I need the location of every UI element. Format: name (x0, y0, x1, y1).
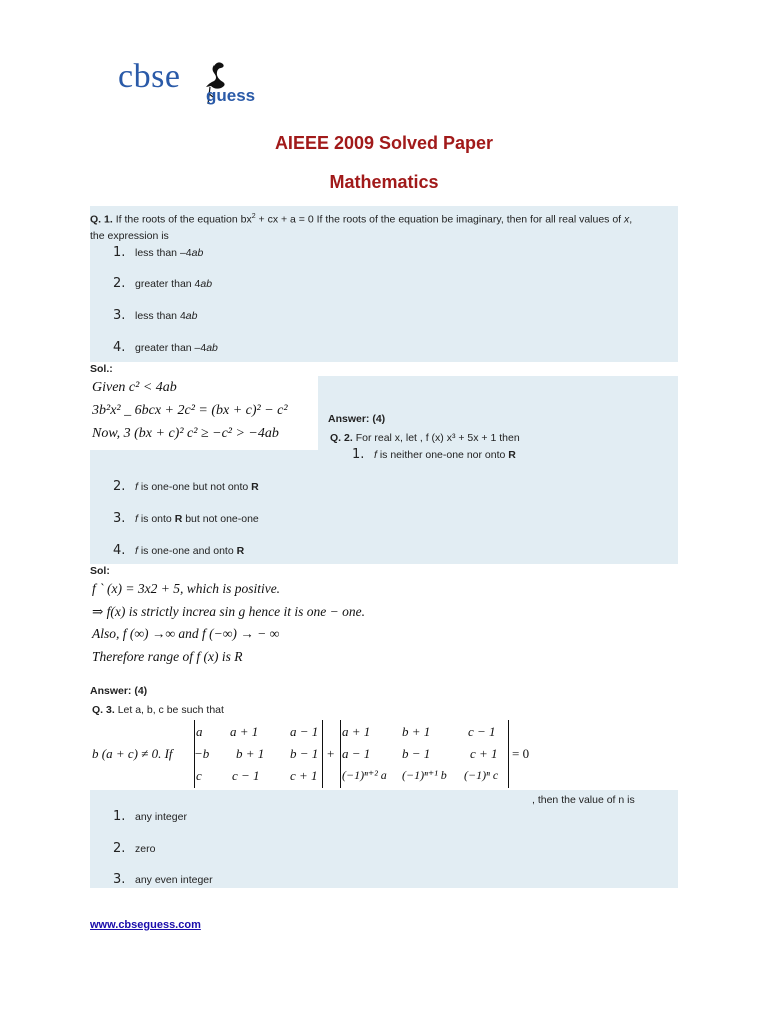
logo-word-cbse: cbse (118, 58, 181, 95)
q1-text-var: x (624, 213, 630, 226)
q3-label: Q. 3. (92, 704, 115, 716)
q3-condition: b (a + c) ≠ 0. If (92, 746, 173, 761)
q1-sol-line-3: Now, 3 (bx + c)² c² ≥ −c² > −4ab (92, 426, 279, 441)
q2-question (330, 430, 520, 446)
q3-option-3: 3. any even integer (113, 872, 213, 887)
q1-sol-line-2: 3b²x² _ 6bcx + 2c² = (bx + c)² − c² (92, 403, 288, 418)
footer-website-link[interactable]: www.cbseguess.com (90, 919, 201, 931)
q2-solution (90, 578, 408, 668)
q3-option-1: 1. any integer (113, 809, 187, 824)
q2-option-3: 3. f is onto R but not one-one (113, 511, 259, 526)
q2-sol-line-3: Also, f (∞) →∞ and f (−∞) → − ∞ (92, 626, 280, 641)
q3-text: Let a, b, c be such that (117, 704, 224, 716)
q1-question: Q. 1. If the roots of the equation $bx^2$ + cx + a = 0 If the roots of the equation be imaginary, then for all real values of x, the expression is (90, 213, 633, 242)
q1-text-e: the expression is (90, 229, 169, 242)
q2-label: Q. 2. (330, 432, 353, 444)
logo-word-guess: guess (206, 86, 256, 105)
det1-right-bar (322, 720, 323, 788)
q1-text-a: If the roots of the equation bx (115, 213, 252, 226)
page-title: AIEEE 2009 Solved Paper (274, 133, 494, 153)
q2-sol-line-4: Therefore range of f (x) is R (92, 648, 243, 664)
q2-option-4: 4. f is one-one and onto R (113, 543, 245, 558)
cbseguess-logo (118, 58, 278, 113)
q3-tail-text: , then the value of n is (532, 794, 635, 806)
q2-option-2: 2. f is one-one but not onto R (113, 479, 259, 494)
q1-option-4: 4. greater than –4ab (113, 340, 218, 355)
q2-text: For real x, let , f (x) x³ + 5x + 1 then (355, 432, 520, 444)
q1-solution (90, 376, 318, 450)
q1-text-b: + cx + a = 0 If the roots of the equation be imaginary, then for all real values of (255, 213, 625, 226)
q1-sol-label: Sol.: (90, 363, 113, 375)
page-subtitle: Mathematics (329, 172, 439, 192)
q1-sol-line-1: Given c² < 4ab (92, 380, 177, 395)
q1-label: Q. 1. (90, 213, 113, 226)
q2-sol-line-2: ⇒ f(x) is strictly increa sin g hence it is one − one. (92, 603, 365, 619)
q3-determinant-equation: b (a + c) ≠ 0. If a a + 1 a − 1 −b b + 1 b − 1 c c − 1 c + 1 + a + 1 b + 1 c − 1 a − 1 b − 1 c + 1 (−1)ⁿ⁺² a (−1)ⁿ⁺¹ b (−1)ⁿ c = 0 (90, 718, 530, 790)
q1-answer: Answer: (4) (328, 413, 386, 425)
det2-right-bar (508, 720, 509, 788)
q2-answer: Answer: (4) (90, 685, 148, 697)
q1-option-1: 1. less than –4ab (113, 245, 204, 260)
det2-left-bar (340, 720, 341, 788)
q2-sol-line-1: f ` (x) = 3x2 + 5, which is positive. (92, 581, 281, 596)
q1-option-2: 2. greater than 4ab (113, 276, 213, 291)
q3-option-2: 2. zero (113, 841, 156, 856)
q1-option-3: 3. less than 4ab (113, 308, 198, 323)
q2-sol-label: Sol: (90, 565, 110, 577)
q1-text-d: , (629, 213, 633, 226)
q3-question (92, 702, 224, 718)
q2-option-1: 1. f is neither one-one nor onto R (352, 447, 516, 462)
